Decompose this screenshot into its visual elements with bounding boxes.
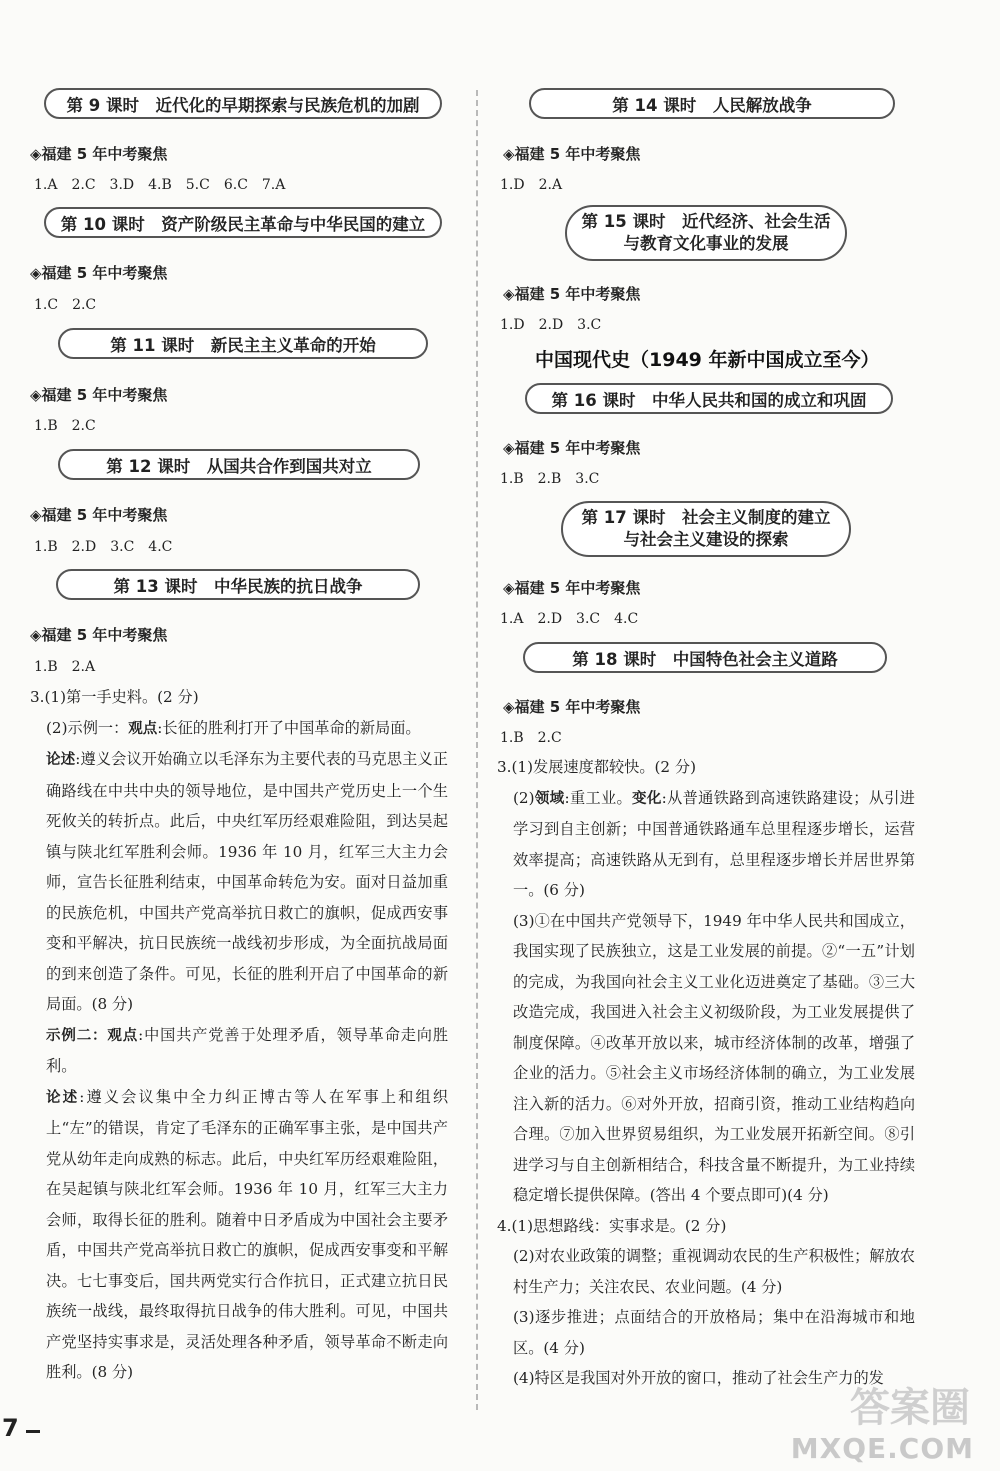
lesson-18-title: 第 18 课时 中国特色社会主义道路 bbox=[523, 642, 887, 673]
watermark-site: MXQE.COM bbox=[790, 1432, 974, 1465]
q3-example-2-view: 示例二：观点:中国共产党善于处理矛盾，领导革命走向胜利。 bbox=[46, 1025, 449, 1075]
focus-heading: ◈福建 5 年中考聚焦 bbox=[30, 626, 168, 644]
answers-lesson-9: 1.A 2.C 3.D 4.B 5.C 6.C 7.A bbox=[34, 177, 286, 193]
q4-part-3: (3)逐步推进；点面结合的开放格局；集中在沿海城市和地区。(4 分) bbox=[513, 1308, 915, 1357]
question-3-answer bbox=[30, 682, 448, 1388]
focus-heading: ◈福建 5 年中考聚焦 bbox=[503, 285, 641, 303]
q4-part-2: (2)对农业政策的调整；重视调动农民的生产积极性；解放农村生产力；关注农民、农业问题。(4 分) bbox=[513, 1247, 915, 1296]
right-answers-block bbox=[497, 752, 915, 1394]
lesson-12-title: 第 12 课时 从国共合作到国共对立 bbox=[58, 449, 420, 480]
answers-lesson-11: 1.B 2.C bbox=[34, 418, 96, 434]
focus-heading: ◈福建 5 年中考聚焦 bbox=[503, 439, 641, 457]
lesson-16-title: 第 16 课时 中华人民共和国的成立和巩固 bbox=[525, 383, 893, 414]
q3-part-2-view: (2)示例一：观点:长征的胜利打开了中国革命的新局面。 bbox=[46, 718, 421, 737]
q3-example-2-argument: 论述:遵义会议集中全力纠正博古等人在军事上和组织上“左”的错误，肯定了毛泽东的正确军事主张，是中国共产党从幼年走向成熟的标志。此后，中央红军历经艰难险阻，在吴起镇与陕北红军会师。1936 年 10 月，红军三大主力会师，取得长征的胜利。随着中日矛盾成为中国社会主要矛盾，中国共产党高举抗日救亡的旗帜，促成西安事变和平解决。七七事变后，国共两党实行合作抗日，正式建立抗日民族统一战线，最终取得抗日战争的伟大胜利。可见，中国共产党坚持实事求是，灵活处理各种矛盾，领导革命不断走向胜利。(8 分) bbox=[46, 1087, 449, 1381]
focus-heading: ◈福建 5 年中考聚焦 bbox=[30, 386, 168, 404]
lesson-13-title: 第 13 课时 中华民族的抗日战争 bbox=[56, 569, 420, 600]
q3-part-1: 3.(1)第一手史料。(2 分) bbox=[30, 688, 199, 706]
answers-lesson-17: 1.A 2.D 3.C 4.C bbox=[500, 611, 639, 627]
watermark-logo: 答案圈 bbox=[850, 1385, 970, 1431]
q4-part-4: (4)特区是我国对外开放的窗口，推动了社会生产力的发 bbox=[513, 1369, 884, 1387]
q3-part-2-argument: 论述:遵义会议开始确立以毛泽东为主要代表的马克思主义正确路线在中共中央的领导地位，是中国共产党历史上一个生死攸关的转折点。此后，中央红军历经艰难险阻，到达吴起镇与陕北红军胜利会师。1936 年 10 月，红军三大主力会师，宣告长征胜利结束，中国革命转危为安。面对日益加重的民族危机，中国共产党高举抗日救亡的旗帜，促成西安事变和平解决，抗日民族统一战线初步形成，为全面抗战局面的到来创造了条件。可见，长征的胜利开启了中国革命的新局面。(8 分) bbox=[46, 750, 448, 1013]
answers-lesson-13: 1.B 2.A bbox=[34, 659, 96, 675]
lesson-15-title: 第 15 课时 近代经济、社会生活 与教育文化事业的发展 bbox=[565, 205, 847, 261]
q4-part-1: 4.(1)思想路线：实事求是。(2 分) bbox=[497, 1216, 727, 1235]
focus-heading: ◈福建 5 年中考聚焦 bbox=[503, 698, 641, 716]
focus-heading: ◈福建 5 年中考聚焦 bbox=[30, 506, 168, 524]
q3-part-2: (2)领域:重工业。变化:从普通铁路到高速铁路建设；从引进学习到自主创新；中国普通铁路通车总里程逐步增长，运营效率提高；高速铁路从无到有，总里程逐步增长并居世界第一。(6 分) bbox=[513, 788, 915, 899]
answers-lesson-14: 1.D 2.A bbox=[500, 177, 563, 193]
lesson-11-title: 第 11 课时 新民主主义革命的开始 bbox=[58, 328, 428, 359]
column-divider bbox=[476, 90, 478, 1410]
answers-lesson-12: 1.B 2.D 3.C 4.C bbox=[34, 539, 173, 555]
focus-heading: ◈福建 5 年中考聚焦 bbox=[503, 579, 641, 597]
answers-lesson-15: 1.D 2.D 3.C bbox=[500, 317, 602, 333]
q3-part-3: (3)①在中国共产党领导下，1949 年中华人民共和国成立，我国实现了民族独立，这是工业发展的前提。②“一五”计划的完成，为我国向社会主义工业化迈进奠定了基础。③三大改造完成，我国进入社会主义初级阶段，为工业发展提供了制度保障。④改革开放以来，城市经济体制的改革，增强了企业的活力。⑤社会主义市场经济体制的确立，为工业发展注入新的活力。⑥对外开放，招商引资，推动工业结构趋向合理。⑦加入世界贸易组织，为工业发展开拓新空间。⑧引进学习与自主创新相结合，科技含量不断提升，为工业持续稳定增长提供保障。(答出 4 个要点即可)(4 分) bbox=[513, 911, 915, 1204]
focus-heading: ◈福建 5 年中考聚焦 bbox=[30, 145, 168, 163]
lesson-14-title: 第 14 课时 人民解放战争 bbox=[529, 88, 895, 119]
lesson-10-title: 第 10 课时 资产阶级民主革命与中华民国的建立 bbox=[44, 207, 442, 238]
lesson-9-title: 第 9 课时 近代化的早期探索与民族危机的加剧 bbox=[44, 88, 442, 119]
answers-lesson-10: 1.C 2.C bbox=[34, 297, 97, 313]
answers-lesson-16: 1.B 2.B 3.C bbox=[500, 471, 600, 487]
lesson-17-title: 第 17 课时 社会主义制度的建立 与社会主义建设的探索 bbox=[561, 501, 851, 557]
section-heading-modern-history: 中国现代史（1949 年新中国成立至今） bbox=[535, 349, 880, 371]
page-number: 7 bbox=[2, 1414, 19, 1442]
focus-heading: ◈福建 5 年中考聚焦 bbox=[30, 264, 168, 282]
answers-lesson-18: 1.B 2.C bbox=[500, 730, 562, 746]
q3-part-1: 3.(1)发展速度都较快。(2 分) bbox=[497, 758, 697, 776]
focus-heading: ◈福建 5 年中考聚焦 bbox=[503, 145, 641, 163]
page-number-dash bbox=[26, 1430, 40, 1433]
